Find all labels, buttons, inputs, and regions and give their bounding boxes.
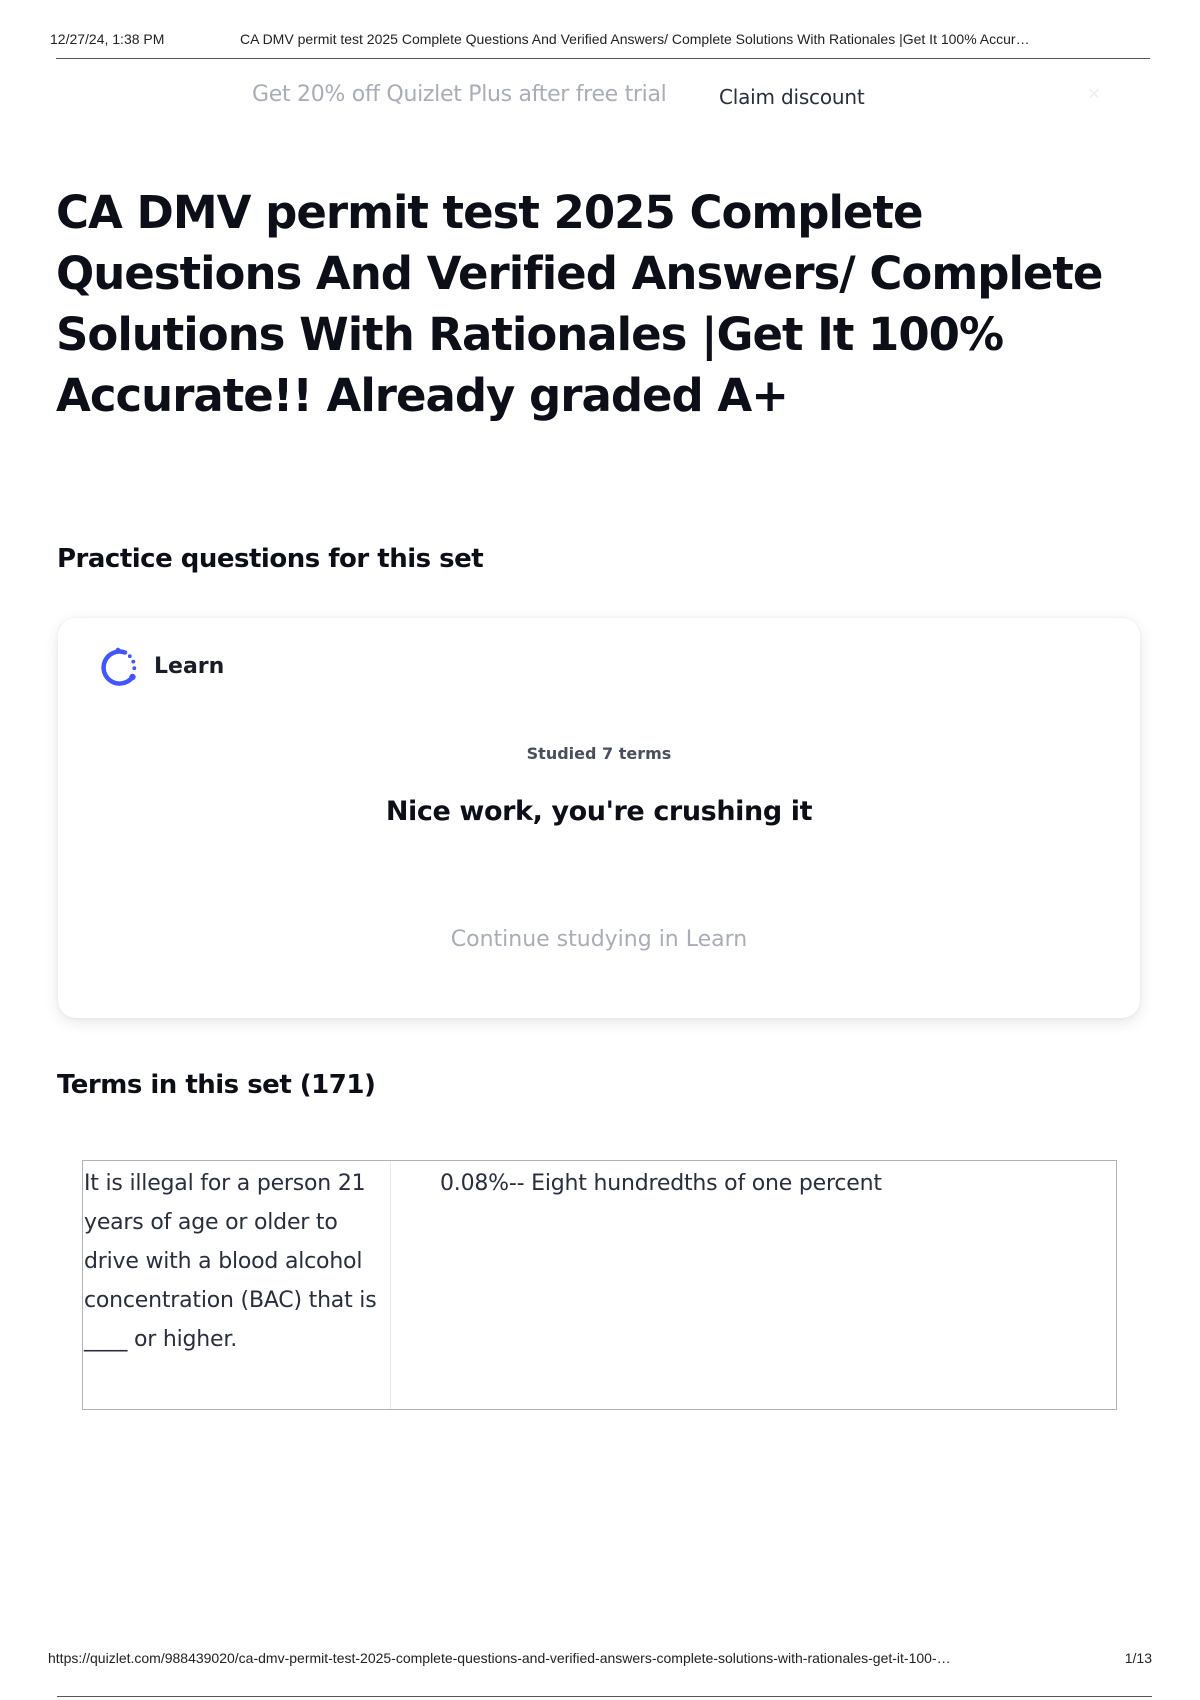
print-header <box>50 28 1150 58</box>
page-url: https://quizlet.com/988439020/ca-dmv-permit-test-2025-complete-questions-and-verified-answers-complete-solutions-with-rationales-get-it-100-… <box>48 1650 951 1666</box>
definition-text: 0.08%-- Eight hundredths of one percent <box>440 1171 882 1196</box>
claim-discount-link[interactable]: Claim discount <box>719 85 865 109</box>
footer-divider <box>57 1696 1152 1697</box>
print-datetime: 12/27/24, 1:38 PM <box>50 31 165 47</box>
promo-text: Get 20% off Quizlet Plus after free trial <box>252 82 667 107</box>
term-text: It is illegal for a person 21 years of age or older to drive with a blood alcohol concentration (BAC) that is ____ or higher. <box>83 1161 391 1409</box>
terms-heading: Terms in this set (171) <box>57 1070 376 1100</box>
print-document-title: CA DMV permit test 2025 Complete Questions And Verified Answers/ Complete Solutions With Rationales |Get It 100% Accur… <box>240 31 1030 47</box>
continue-learn-button[interactable]: Continue studying in Learn <box>399 918 799 962</box>
learn-progress-icon <box>96 646 140 690</box>
promo-banner <box>0 78 1200 118</box>
page-title: CA DMV permit test 2025 Complete Questions And Verified Answers/ Complete Solutions With Rationales |Get It 100% Accurate!! Already graded A+ <box>56 186 1103 422</box>
close-icon[interactable]: × <box>1087 81 1101 106</box>
learn-mode-label: Learn <box>154 654 225 679</box>
page-number: 1/13 <box>1124 1650 1152 1666</box>
terms-table <box>82 1160 1117 1410</box>
learn-card <box>58 618 1140 1018</box>
header-divider <box>56 58 1150 59</box>
print-footer <box>48 1650 1152 1700</box>
practice-heading: Practice questions for this set <box>57 544 484 574</box>
studied-count: Studied 7 terms <box>526 744 672 763</box>
encouragement-message: Nice work, you're crushing it <box>385 796 813 827</box>
